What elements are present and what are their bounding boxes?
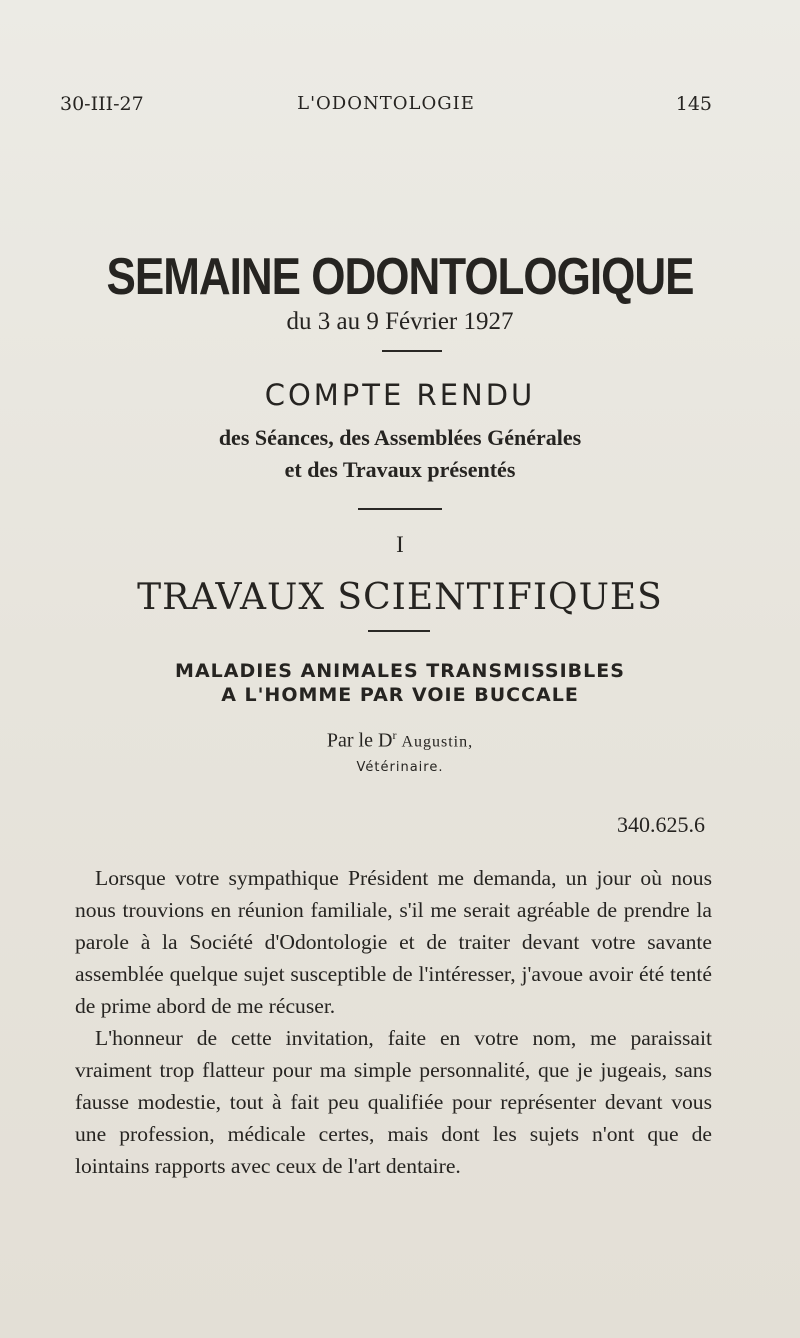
author-role: Vétérinaire.: [356, 760, 444, 775]
paragraph-1: Lorsque votre sympathique Président me demanda, un jour où nous nous trouvions en réunion familiale, s'il me serait agréable de prendre la parole à la Société d'Odontologie et de traiter devant votre savante assemblée quelque sujet susceptible de l'intéresser, j'avoue avoir été tenté de prime abord de me récuser.: [75, 866, 712, 1018]
section-number: I: [396, 532, 404, 557]
article-body: [75, 862, 712, 1182]
main-title: SEMAINE ODONTOLOGIQUE: [106, 248, 694, 306]
author-line: [0, 728, 800, 753]
article-title-line-2: A L'HOMME PAR VOIE BUCCALE: [221, 684, 579, 706]
author-prefix-sup: r: [392, 728, 397, 742]
author-prefix: Par le D: [326, 729, 393, 752]
date-range: du 3 au 9 Février 1927: [286, 308, 514, 335]
compte-rendu-heading: COMPTE RENDU: [264, 378, 536, 412]
section-title: TRAVAUX SCIENTIFIQUES: [137, 577, 663, 618]
header-journal-title: L'ODONTOLOGIE: [297, 93, 475, 114]
header-page-number: 145: [675, 93, 712, 115]
classification-number: 340.625.6: [617, 812, 705, 837]
paragraph-2: L'honneur de cette invitation, faite en votre nom, me paraissait vraiment trop flatteur pour ma simple personnalité, que je jugeais, sans fausse modestie, tout à fait peu qualifiée pour représenter devant vous une profession, médicale certes, mais dont les sujets n'ont que de lointains rapports avec ceux de l'art dentaire.: [75, 1026, 712, 1178]
seances-line-1: des Séances, des Assemblées Générales: [218, 425, 582, 450]
seances-line-2: et des Travaux présentés: [284, 457, 516, 482]
divider-3: [368, 630, 430, 632]
header-date: 30-III-27: [60, 93, 144, 115]
article-title-line-1: MALADIES ANIMALES TRANSMISSIBLES: [175, 660, 625, 682]
divider-2: [358, 508, 442, 510]
author-name: Augustin,: [401, 733, 474, 751]
running-header: [60, 93, 712, 119]
divider-1: [382, 350, 442, 352]
